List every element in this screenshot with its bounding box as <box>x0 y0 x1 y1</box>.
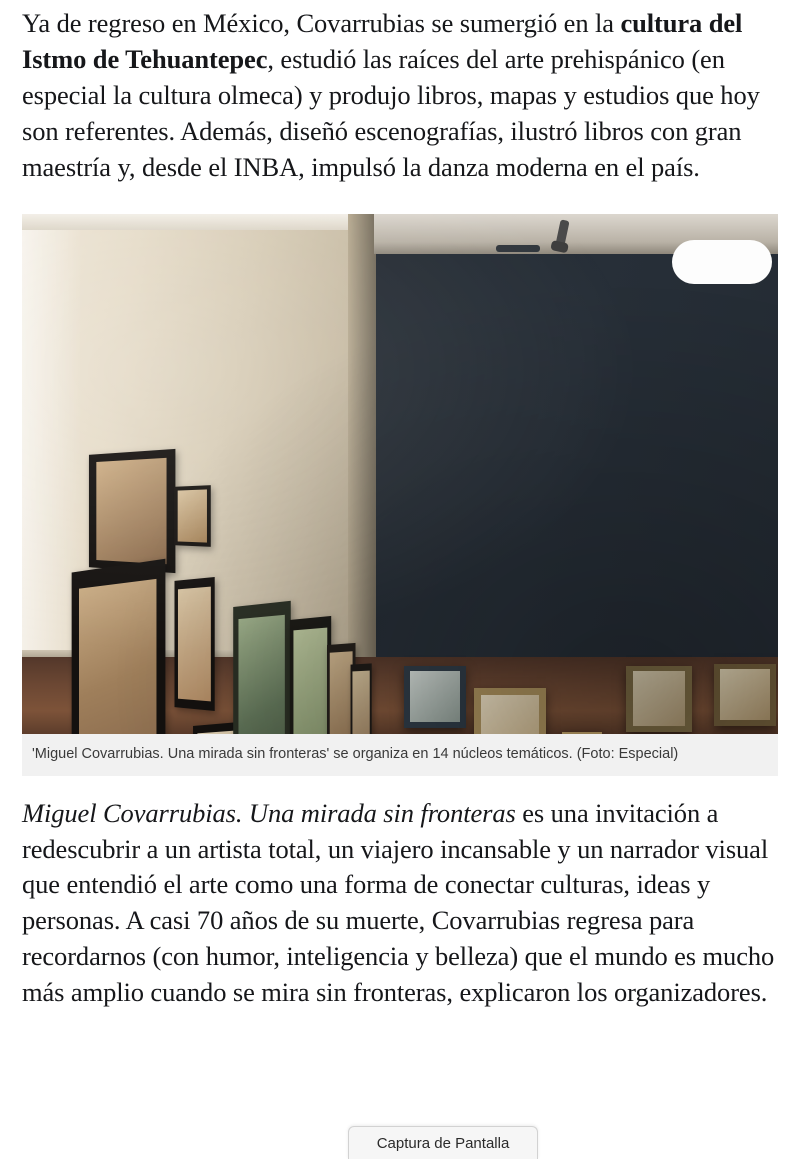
framed-artwork <box>714 664 776 726</box>
paragraph-closing <box>22 776 778 1011</box>
article-figure <box>22 214 778 776</box>
framed-artwork <box>404 666 466 728</box>
exhibition-photo <box>22 214 778 734</box>
figure-caption: 'Miguel Covarrubias. Una mirada sin fronteras' se organiza en 14 núcleos temáticos. (Foto: Especial) <box>22 734 778 776</box>
track-light-icon <box>496 245 540 252</box>
paragraph-intro <box>22 0 778 186</box>
framed-artwork <box>89 448 176 572</box>
photo-ceiling-left <box>22 214 378 230</box>
paragraph-intro-text-after: , estudió las raíces del arte prehispánico (en especial la cultura olmeca) y produjo libros, mapas y estudios que hoy son referentes. Además, diseñó escenografías, ilustró libros con gran maestría y, desde el INBA, impulsó la danza moderna en el país. <box>22 43 760 182</box>
framed-artwork <box>474 688 546 734</box>
framed-artwork <box>174 485 211 547</box>
paragraph-closing-title: Miguel Covarrubias. Una mirada sin fronteras <box>22 797 516 828</box>
framed-artwork <box>351 663 372 734</box>
photo-wall-corner <box>348 214 378 664</box>
paragraph-intro-bold: cultura del Istmo de Tehuantepec <box>22 8 743 74</box>
framed-artwork <box>626 666 692 732</box>
paragraph-intro-text-before: Ya de regreso en México, Covarrubias se sumergió en la <box>22 8 621 38</box>
framed-artwork <box>290 615 331 733</box>
framed-artwork <box>174 577 214 711</box>
framed-artwork <box>233 600 291 733</box>
screenshot-button[interactable]: Captura de Pantalla <box>348 1126 538 1159</box>
framed-artwork <box>562 732 602 734</box>
photo-overlay-pill <box>672 240 772 284</box>
framed-artwork <box>72 558 166 733</box>
paragraph-closing-text: es una invitación a redescubrir a un artista total, un viajero incansable y un narrador visual que entendió el arte como una forma de conectar culturas, ideas y personas. A casi 70 años de su muerte, Covarrubias regresa para recordarnos (con humor, inteligencia y belleza) que el mundo es mucho más amplio cuando se mira sin fronteras, explicaron los organizadores. <box>22 797 775 1008</box>
